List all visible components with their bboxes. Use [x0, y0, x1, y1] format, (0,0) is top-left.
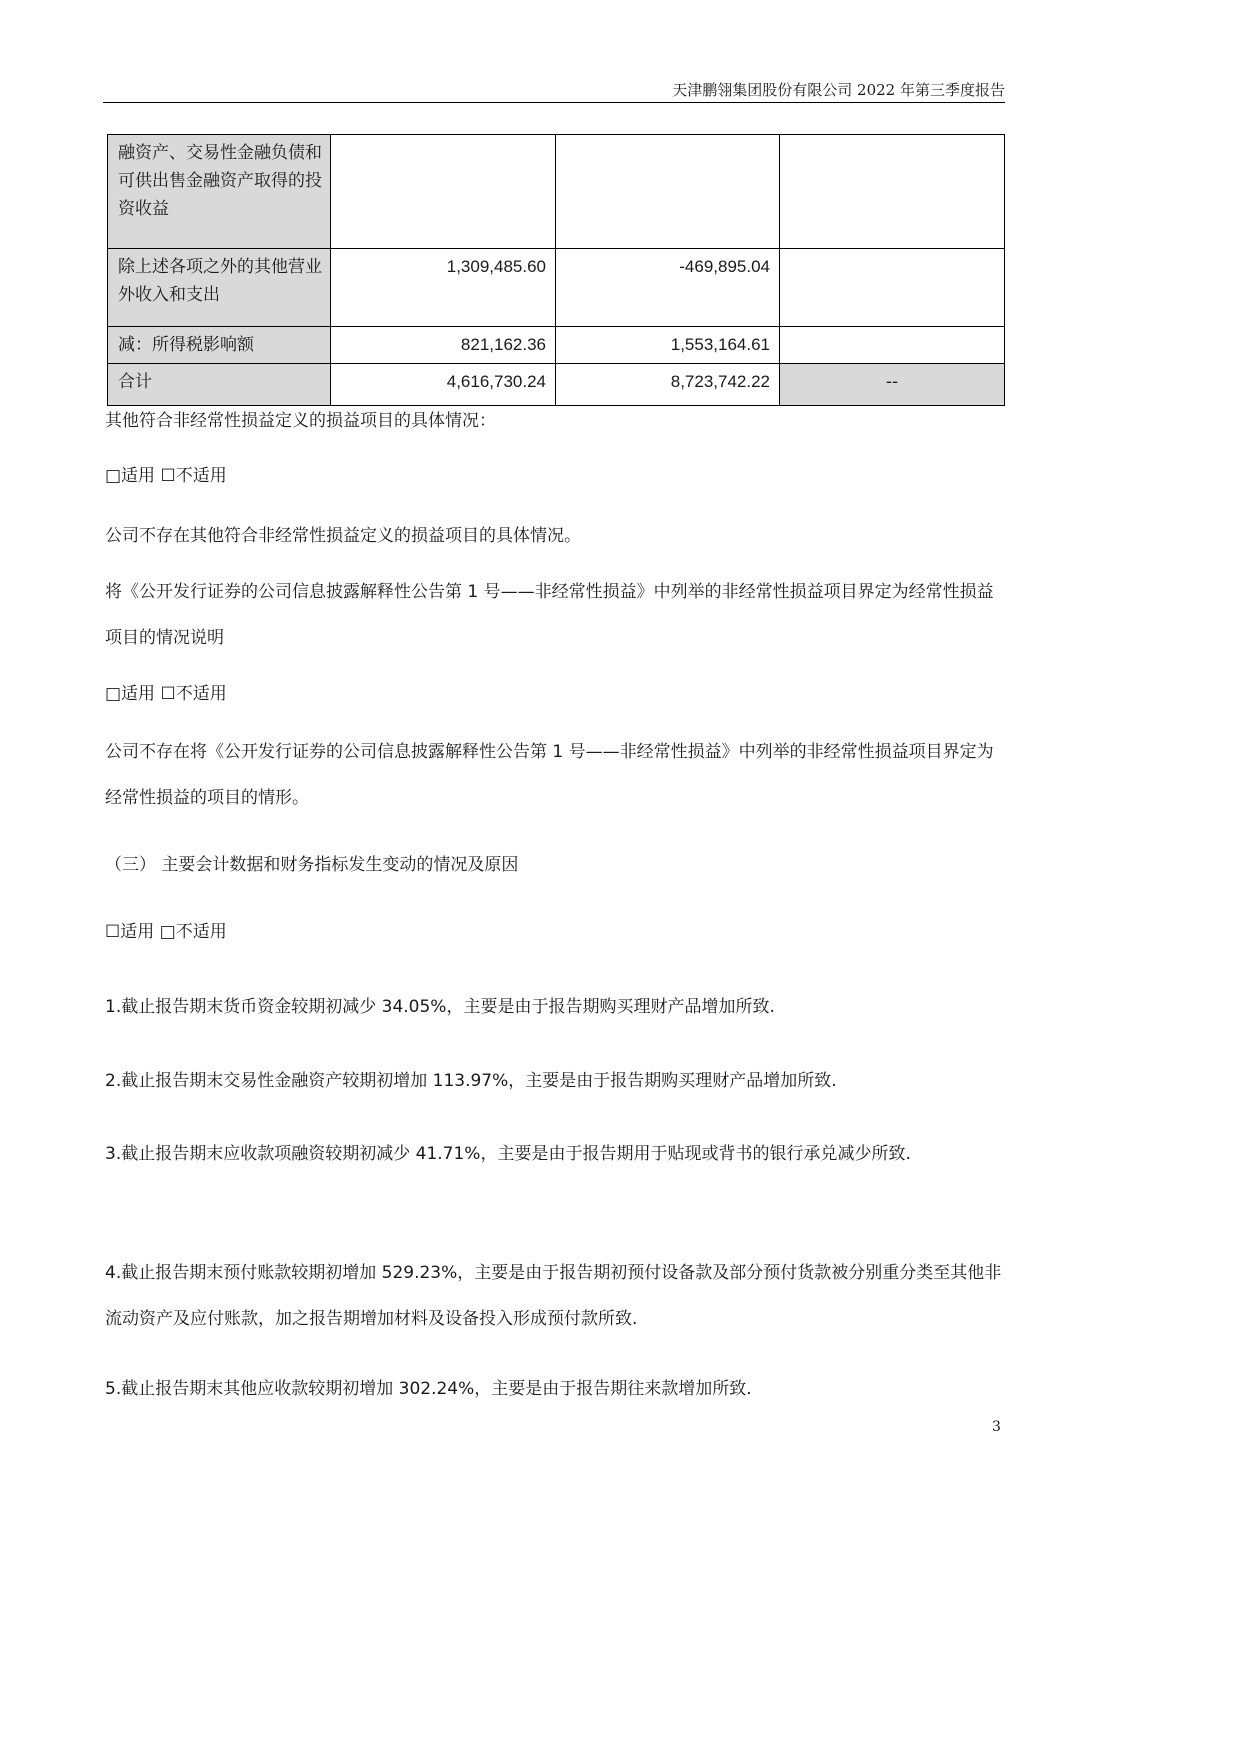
- note-cell: --: [780, 364, 1005, 406]
- applicability-line: ☐适用 □不适用: [105, 922, 227, 942]
- applicability-line: □适用 ☐不适用: [105, 684, 227, 704]
- report-title: 天津鹏翎集团股份有限公司 2022 年第三季度报告: [672, 81, 1005, 99]
- row-label: 融资产、交易性金融负债和可供出售金融资产取得的投资收益: [108, 135, 331, 249]
- ytd-value: 1,553,164.61: [556, 327, 780, 364]
- non-recurring-gains-table: [107, 134, 1005, 406]
- section-heading: （三） 主要会计数据和财务指标发生变动的情况及原因: [105, 855, 519, 875]
- note-cell: [780, 249, 1005, 327]
- row-label: 减：所得税影响额: [108, 327, 331, 364]
- ytd-value: -469,895.04: [556, 249, 780, 327]
- note-cell: [780, 135, 1005, 249]
- current-period-value: 821,162.36: [331, 327, 556, 364]
- change-item: 3.截止报告期末应收款项融资较期初减少 41.71%，主要是由于报告期用于贴现或背书的银行承兑减少所致.: [105, 1144, 911, 1164]
- paragraph: 将《公开发行证券的公司信息披露解释性公告第 1 号——非经常性损益》中列举的非经常性损益项目界定为经常性损益项目的情况说明: [105, 582, 994, 648]
- row-label: 合计: [108, 364, 331, 406]
- note-cell: [780, 327, 1005, 364]
- change-item: 2.截止报告期末交易性金融资产较期初增加 113.97%，主要是由于报告期购买理财产品增加所致.: [105, 1071, 837, 1091]
- table-row: [108, 249, 1005, 327]
- ytd-value: 8,723,742.22: [556, 364, 780, 406]
- change-item: 1.截止报告期末货币资金较期初减少 34.05%，主要是由于报告期购买理财产品增加所致.: [105, 997, 775, 1017]
- applicability-line: □适用 ☐不适用: [105, 466, 227, 486]
- table-row: [108, 135, 1005, 249]
- change-item: 4.截止报告期末预付账款较期初增加 529.23%，主要是由于报告期初预付设备款及部分预付货款被分别重分类至其他非流动资产及应付账款，加之报告期增加材料及设备投入形成预付款所致.: [105, 1263, 1002, 1329]
- page-header: [103, 80, 1005, 103]
- current-period-value: 4,616,730.24: [331, 364, 556, 406]
- row-label: 除上述各项之外的其他营业外收入和支出: [108, 249, 331, 327]
- table-row: [108, 327, 1005, 364]
- paragraph: 公司不存在将《公开发行证券的公司信息披露解释性公告第 1 号——非经常性损益》中列举的非经常性损益项目界定为经常性损益的项目的情形。: [105, 742, 994, 808]
- change-item: 5.截止报告期末其他应收款较期初增加 302.24%，主要是由于报告期往来款增加所致.: [105, 1379, 752, 1399]
- page-number: 3: [992, 1419, 1001, 1435]
- other-items-heading: 其他符合非经常性损益定义的损益项目的具体情况：: [105, 411, 496, 431]
- paragraph: 公司不存在其他符合非经常性损益定义的损益项目的具体情况。: [105, 526, 581, 546]
- ytd-value: [556, 135, 780, 249]
- current-period-value: 1,309,485.60: [331, 249, 556, 327]
- current-period-value: [331, 135, 556, 249]
